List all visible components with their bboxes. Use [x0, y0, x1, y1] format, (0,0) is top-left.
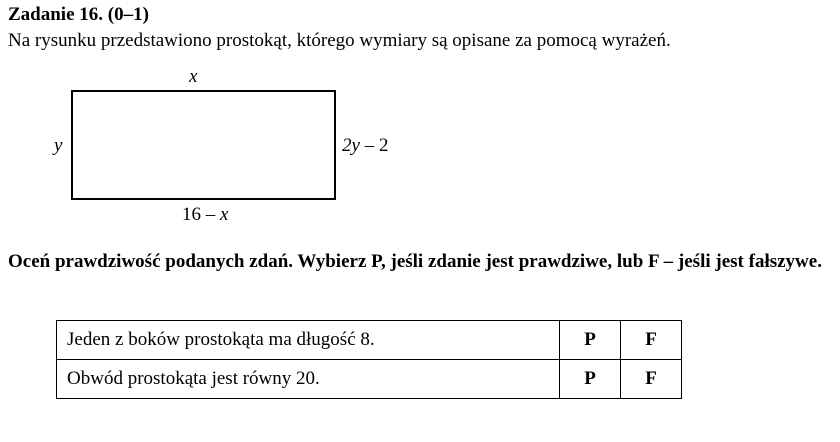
label-left-side: [54, 135, 62, 157]
label-top-var: x: [189, 66, 198, 87]
task-title: Zadanie 16. (0–1): [8, 4, 149, 25]
option-true-button[interactable]: P: [560, 321, 621, 360]
true-false-table: [56, 320, 682, 399]
task-intro: Na rysunku przedstawiono prostokąt, którego wymiary są opisane za pomocą wyrażeń.: [8, 30, 671, 51]
option-false-button[interactable]: F: [621, 321, 682, 360]
rectangle-figure: [40, 64, 440, 244]
label-left-var: y: [54, 135, 63, 156]
statement-row: [57, 360, 682, 399]
instruction-text: Oceń prawdziwość podanych zdań. Wybierz P, jeśli zdanie jest prawdziwe, lub F – jeśli jest fałszywe.: [8, 251, 822, 272]
label-right-side: [342, 135, 388, 157]
option-false-button[interactable]: F: [621, 360, 682, 399]
label-right-var: 2y: [342, 135, 360, 156]
statement-text: Jeden z boków prostokąta ma długość 8.: [57, 321, 560, 360]
rectangle-shape: [71, 90, 336, 200]
statement-row: [57, 321, 682, 360]
label-bottom-side: [182, 204, 228, 226]
statement-text: Obwód prostokąta jest równy 20.: [57, 360, 560, 399]
label-right-rest: – 2: [359, 135, 389, 156]
label-bottom-num: 16 –: [182, 204, 220, 225]
option-true-button[interactable]: P: [560, 360, 621, 399]
label-bottom-var: x: [220, 204, 229, 225]
label-top-side: [189, 66, 197, 88]
